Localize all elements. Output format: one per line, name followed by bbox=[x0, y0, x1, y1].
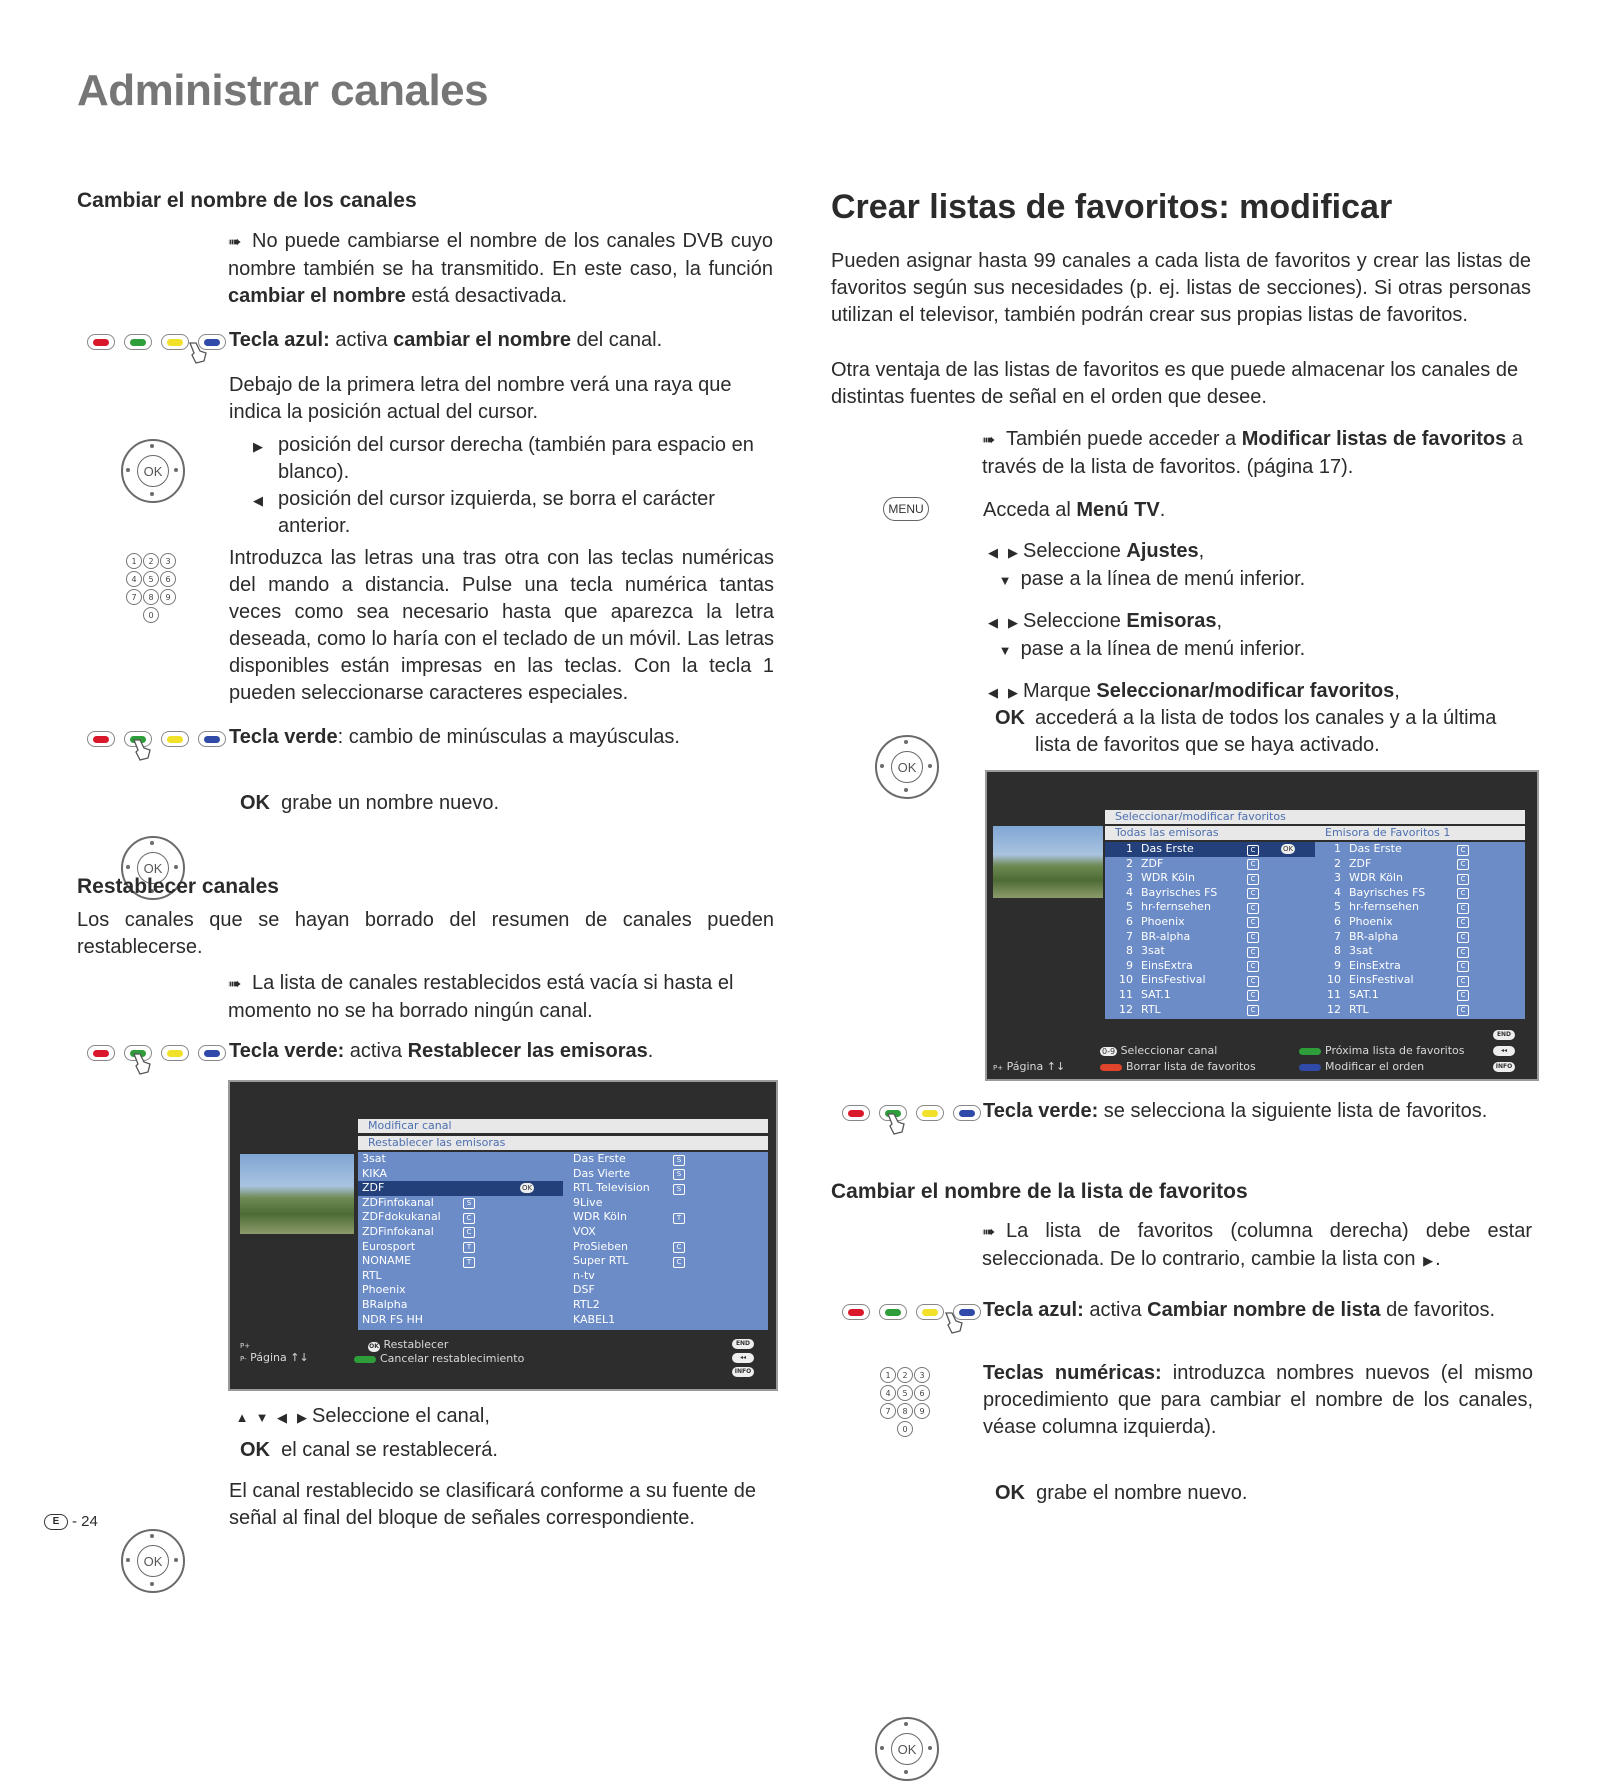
channel-name: RTL2 bbox=[573, 1297, 600, 1311]
numeric-keypad-icon: 1 2 3 4 5 6 7 8 9 0 bbox=[880, 1367, 929, 1437]
cursor-text: Debajo de la primera letra del nombre verá una raya que indica la posición actual del cursor. bbox=[229, 374, 732, 423]
cable-badge-icon: C bbox=[1247, 874, 1259, 885]
blue-key-text: Tecla azul: activa cambiar el nombre del canal. bbox=[229, 329, 663, 351]
channel-name: 9Live bbox=[573, 1195, 603, 1209]
channel-row[interactable] bbox=[573, 1298, 763, 1313]
signal-badge: C bbox=[463, 1227, 475, 1238]
channel-name: ZDFdokukanal bbox=[362, 1210, 441, 1224]
green-key-icon bbox=[879, 1304, 907, 1320]
favorite-row[interactable] bbox=[1315, 973, 1525, 988]
channel-name: DSF bbox=[573, 1283, 595, 1297]
channel-number: 8 bbox=[1126, 944, 1133, 958]
channel-number: 2 bbox=[1126, 856, 1133, 870]
blue-key-icon bbox=[953, 1105, 981, 1121]
channel-number: 10 bbox=[1119, 973, 1133, 987]
signal-badge: C bbox=[463, 1213, 475, 1224]
end-button-icon: END bbox=[1493, 1030, 1515, 1040]
tv-header-restore: Restablecer las emisoras bbox=[358, 1136, 768, 1150]
channel-name: ZDFinfokanal bbox=[362, 1195, 434, 1209]
pointing-hand-icon bbox=[130, 738, 152, 764]
step-mark-favorites: ◀ ▶ Marque Seleccionar/modificar favoritos, bbox=[983, 678, 1400, 706]
channel-name: Phoenix bbox=[1141, 914, 1185, 928]
channel-name: ZDF bbox=[362, 1181, 385, 1195]
right-triangle-icon: ▶ bbox=[1008, 545, 1018, 560]
numeric-keys-text: Teclas numéricas: introduzca nombres nuevos (el mismo procedimiento que para cambiar el nombre de los canales, véase columna izquierda). bbox=[983, 1362, 1533, 1438]
favorite-row[interactable] bbox=[1315, 930, 1525, 945]
channel-row[interactable] bbox=[1105, 959, 1315, 974]
signal-badge: C bbox=[673, 1257, 685, 1268]
down-triangle-icon: ▼ bbox=[255, 1410, 269, 1425]
rewind-button-icon: ◂◂ bbox=[1493, 1046, 1515, 1056]
pointing-hand-icon bbox=[186, 341, 208, 367]
pointing-hand-icon bbox=[942, 1311, 964, 1337]
tv-foot-restore: OK Restablecer bbox=[369, 1338, 449, 1351]
tv-preview-image bbox=[993, 826, 1103, 898]
channel-number: 10 bbox=[1327, 973, 1341, 987]
cable-badge-icon: C bbox=[1247, 888, 1259, 899]
channel-number: 12 bbox=[1327, 1002, 1341, 1016]
right-triangle-icon: ▶ bbox=[1008, 615, 1018, 630]
tv-restore-screen bbox=[228, 1080, 778, 1391]
channel-name: hr-fernsehen bbox=[1141, 900, 1211, 914]
channel-name: ZDF bbox=[1141, 856, 1164, 870]
right-triangle-icon: ▶ bbox=[1423, 1253, 1434, 1268]
note-arrow-icon: ➠ bbox=[982, 1224, 996, 1241]
channel-name: RTL Television bbox=[573, 1181, 650, 1195]
blue-key-icon bbox=[198, 1045, 226, 1061]
blue-pill-icon bbox=[1299, 1064, 1321, 1071]
channel-number: 7 bbox=[1334, 929, 1341, 943]
channel-row[interactable] bbox=[1105, 900, 1315, 915]
green-pill-icon bbox=[354, 1356, 376, 1363]
channel-row[interactable] bbox=[358, 1181, 563, 1196]
channel-row[interactable] bbox=[573, 1152, 763, 1167]
channel-number: 7 bbox=[1126, 929, 1133, 943]
note-arrow-icon: ➠ bbox=[982, 432, 996, 449]
red-key-icon bbox=[842, 1105, 870, 1121]
cable-badge-icon: C bbox=[1247, 1005, 1259, 1016]
digits-badge-icon: 0-9 bbox=[1102, 1047, 1116, 1056]
restore-final-text: El canal restablecido se clasificará conforme a su fuente de señal al final del bloque de señales correspondiente. bbox=[229, 1480, 756, 1529]
channel-name: Bayrisches FS bbox=[1349, 885, 1426, 899]
down-triangle-icon: ▼ bbox=[998, 573, 1012, 588]
channel-name: hr-fernsehen bbox=[1349, 900, 1419, 914]
channel-name: EinsFestival bbox=[1349, 973, 1414, 987]
favorites-intro-1: Pueden asignar hasta 99 canales a cada lista de favoritos y crear las listas de favoritos según sus necesidades (p. ej. listas de secciones). Si otras personas utilizan el televisor, también podrán crear sus propias listas de favoritos. bbox=[831, 250, 1531, 326]
channel-row[interactable] bbox=[573, 1225, 763, 1240]
cursor-left-step: ◀ posición del cursor izquierda, se borra el carácter anterior. bbox=[248, 486, 778, 514]
channel-row[interactable] bbox=[358, 1298, 563, 1313]
channel-row[interactable] bbox=[573, 1269, 763, 1284]
tv-foot-select: 0-9 Seleccionar canal bbox=[1102, 1044, 1218, 1057]
cable-badge-icon: C bbox=[1247, 932, 1259, 943]
tv-favorites-screen bbox=[985, 770, 1539, 1081]
color-keys bbox=[87, 731, 226, 747]
favorite-row[interactable] bbox=[1315, 886, 1525, 901]
tv-header-all-channels: Todas las emisoras bbox=[1105, 826, 1315, 840]
numeric-keypad-icon: 1 2 3 4 5 6 7 8 9 0 bbox=[126, 553, 175, 623]
channel-number: 5 bbox=[1334, 900, 1341, 914]
tv-page-label: P+ Página ↑↓ bbox=[993, 1060, 1066, 1073]
channel-name: Eurosport bbox=[362, 1239, 416, 1253]
signal-badge: S bbox=[673, 1184, 685, 1195]
channel-row[interactable] bbox=[358, 1225, 563, 1240]
page-number: - 24 bbox=[72, 1513, 98, 1530]
rewind-button-icon: ◂◂ bbox=[732, 1353, 754, 1363]
left-triangle-icon: ◀ bbox=[988, 685, 998, 700]
tv-all-channels-list bbox=[1105, 842, 1315, 1019]
channel-number: 9 bbox=[1126, 958, 1133, 972]
channel-name: Das Vierte bbox=[573, 1166, 631, 1180]
down-triangle-icon: ▼ bbox=[998, 643, 1012, 658]
channel-number: 6 bbox=[1334, 914, 1341, 928]
channel-number: 1 bbox=[1334, 842, 1341, 855]
ok-wheel-icon: OK bbox=[121, 836, 185, 900]
channel-name: Das Erste bbox=[1349, 842, 1402, 855]
digits-text: Introduzca las letras una tras otra con las teclas numéricas del mando a distancia. Pulse una tecla numérica tantas veces como sea necesario hasta que aparezca la letra deseada, como lo haría con el teclado de un móvil. Las letras disponibles están impresas en las teclas. Con la tecla 1 pueden seleccionarse caracteres especiales. bbox=[229, 547, 774, 704]
channel-name: RTL bbox=[362, 1268, 382, 1282]
cable-badge-icon: C bbox=[1247, 961, 1259, 972]
tv-page-label: P+ P- Página ↑↓ bbox=[240, 1342, 309, 1364]
rename-heading: Cambiar el nombre de los canales bbox=[77, 189, 417, 212]
green-key-icon bbox=[124, 334, 152, 350]
page-title: Administrar canales bbox=[77, 66, 489, 115]
end-button-icon: END bbox=[732, 1339, 754, 1349]
tv-foot-order: Modificar el orden bbox=[1299, 1060, 1424, 1073]
cable-badge-icon: C bbox=[1457, 859, 1469, 870]
favorite-row[interactable] bbox=[1315, 959, 1525, 974]
channel-name: SAT.1 bbox=[1349, 987, 1379, 1001]
channel-name: KABEL1 bbox=[573, 1312, 616, 1326]
cable-badge-icon: C bbox=[1457, 990, 1469, 1001]
yellow-key-icon bbox=[161, 334, 189, 350]
channel-number: 8 bbox=[1334, 944, 1341, 958]
restore-note: ➠ La lista de canales restablecidos está vacía si hasta el momento no se ha borrado ningún canal. bbox=[228, 972, 734, 1022]
channel-row[interactable] bbox=[358, 1283, 563, 1298]
ok-save-text: OK grabe un nombre nuevo. bbox=[240, 792, 500, 814]
rename-note: ➠ No puede cambiarse el nombre de los canales DVB cuyo nombre también se ha transmitido. En este caso, la función cambiar el nombre está desactivada. bbox=[228, 230, 773, 307]
tv-foot-cancel: Cancelar restablecimiento bbox=[354, 1352, 524, 1365]
channel-row[interactable] bbox=[1105, 930, 1315, 945]
favorite-row[interactable] bbox=[1315, 944, 1525, 959]
yellow-key-icon bbox=[916, 1304, 944, 1320]
channel-name: 3sat bbox=[1141, 944, 1165, 958]
restore-ok-text: OK el canal se restablecerá. bbox=[240, 1439, 498, 1461]
channel-row[interactable] bbox=[358, 1313, 563, 1328]
right-triangle-icon: ▶ bbox=[297, 1410, 307, 1425]
cable-badge-icon: C bbox=[1247, 976, 1259, 987]
restore-heading: Restablecer canales bbox=[77, 875, 279, 898]
channel-name: BRalpha bbox=[362, 1297, 408, 1311]
cable-badge-icon: C bbox=[1457, 947, 1469, 958]
cable-badge-icon: C bbox=[1247, 859, 1259, 870]
channel-name: RTL bbox=[1141, 1002, 1161, 1016]
channel-name: ProSieben bbox=[573, 1239, 628, 1253]
ok-badge-icon: OK bbox=[369, 1343, 379, 1350]
cable-badge-icon: C bbox=[1457, 917, 1469, 928]
channel-name: BR-alpha bbox=[1349, 929, 1399, 943]
yellow-key-icon bbox=[916, 1105, 944, 1121]
channel-row[interactable] bbox=[573, 1313, 763, 1328]
ok-wheel-icon: OK bbox=[121, 1529, 185, 1593]
channel-row[interactable] bbox=[1105, 944, 1315, 959]
select-channel-step: ▲ ▼ ◀ ▶ Seleccione el canal, bbox=[232, 1403, 490, 1431]
red-key-icon bbox=[842, 1304, 870, 1320]
up-triangle-icon: ▲ bbox=[235, 1410, 249, 1425]
channel-number: 11 bbox=[1119, 987, 1133, 1001]
channel-name: 3sat bbox=[362, 1152, 386, 1165]
channel-name: RTL bbox=[1349, 1002, 1369, 1016]
channel-name: n-tv bbox=[573, 1268, 595, 1282]
channel-number: 1 bbox=[1126, 842, 1133, 855]
favorites-heading: Crear listas de favoritos: modificar bbox=[831, 188, 1393, 226]
restore-green-text: Tecla verde: activa Restablecer las emisoras. bbox=[229, 1040, 654, 1062]
channel-row[interactable] bbox=[1105, 857, 1315, 872]
channel-row[interactable] bbox=[358, 1269, 563, 1284]
favorite-row[interactable] bbox=[1315, 1003, 1525, 1018]
channel-name: ZDFinfokanal bbox=[362, 1224, 434, 1238]
channel-number: 6 bbox=[1126, 914, 1133, 928]
channel-number: 2 bbox=[1334, 856, 1341, 870]
tv-foot-delete: Borrar lista de favoritos bbox=[1100, 1060, 1256, 1073]
step-ajustes: ◀ ▶ Seleccione Ajustes, bbox=[983, 538, 1204, 566]
pointing-hand-icon bbox=[130, 1052, 152, 1078]
red-pill-icon bbox=[1100, 1064, 1122, 1071]
cable-badge-icon: C bbox=[1457, 888, 1469, 899]
cable-badge-icon: C bbox=[1247, 845, 1259, 856]
rename-list-heading: Cambiar el nombre de la lista de favoritos bbox=[831, 1180, 1248, 1203]
tv-header-favorites: Seleccionar/modificar favoritos bbox=[1105, 810, 1525, 824]
left-triangle-icon: ◀ bbox=[988, 615, 998, 630]
ok-badge-icon: OK bbox=[522, 1184, 533, 1193]
channel-number: 11 bbox=[1327, 987, 1341, 1001]
favorite-row[interactable] bbox=[1315, 857, 1525, 872]
channel-name: EinsFestival bbox=[1141, 973, 1206, 987]
menu-step: Acceda al Menú TV. bbox=[983, 499, 1166, 521]
channel-name: ZDF bbox=[1349, 856, 1372, 870]
signal-badge: C bbox=[673, 1242, 685, 1253]
channel-name: Phoenix bbox=[362, 1283, 406, 1297]
channel-name: WDR Köln bbox=[1141, 871, 1195, 885]
channel-name: SAT.1 bbox=[1141, 987, 1171, 1001]
step-emisoras: ◀ ▶ Seleccione Emisoras, bbox=[983, 608, 1222, 636]
step-ok-enter: OK accederá a la lista de todos los canales y a la última lista de favoritos que se haya activado. bbox=[995, 707, 1497, 756]
ok-badge-icon: OK bbox=[1283, 845, 1294, 853]
cable-badge-icon: C bbox=[1457, 1005, 1469, 1016]
pointing-hand-icon bbox=[884, 1112, 906, 1138]
tv-fav-channels-list bbox=[1315, 842, 1525, 1019]
yellow-key-icon bbox=[161, 731, 189, 747]
favorite-row[interactable] bbox=[1315, 842, 1525, 857]
rename-list-blue-text: Tecla azul: activa Cambiar nombre de lista de favoritos. bbox=[983, 1299, 1496, 1321]
red-key-icon bbox=[87, 334, 115, 350]
channel-number: 3 bbox=[1334, 871, 1341, 885]
cable-badge-icon: C bbox=[1457, 874, 1469, 885]
left-triangle-icon: ◀ bbox=[988, 545, 998, 560]
cable-badge-icon: C bbox=[1457, 845, 1469, 856]
rename-list-ok-text: OK grabe el nombre nuevo. bbox=[995, 1482, 1248, 1504]
channel-name: KIKA bbox=[362, 1166, 388, 1180]
channel-name: NONAME bbox=[362, 1254, 412, 1268]
channel-row[interactable] bbox=[358, 1240, 563, 1255]
color-keys bbox=[842, 1105, 981, 1121]
channel-row[interactable] bbox=[1105, 871, 1315, 886]
favorites-green-text: Tecla verde: se selecciona la siguiente lista de favoritos. bbox=[983, 1100, 1488, 1122]
favorites-intro-2: Otra ventaja de las listas de favoritos es que puede almacenar los canales de distintas fuentes de señal en el orden que desee. bbox=[831, 359, 1519, 408]
channel-number: 4 bbox=[1334, 885, 1341, 899]
channel-row[interactable] bbox=[573, 1210, 763, 1225]
channel-name: 3sat bbox=[1349, 944, 1373, 958]
tv-header-fav-list: Emisora de Favoritos 1 bbox=[1315, 826, 1525, 840]
channel-row[interactable] bbox=[573, 1254, 763, 1269]
right-triangle-icon: ▶ bbox=[1008, 685, 1018, 700]
cable-badge-icon: C bbox=[1457, 932, 1469, 943]
ok-wheel-icon: OK bbox=[121, 439, 185, 503]
channel-row[interactable] bbox=[358, 1254, 563, 1269]
left-triangle-icon: ◀ bbox=[253, 493, 263, 508]
cable-badge-icon: C bbox=[1457, 903, 1469, 914]
channel-name: WDR Köln bbox=[1349, 871, 1403, 885]
step-down-1: ▼ pase a la línea de menú inferior. bbox=[995, 566, 1305, 594]
cable-badge-icon: C bbox=[1247, 903, 1259, 914]
green-pill-icon bbox=[1299, 1048, 1321, 1055]
channel-name: Phoenix bbox=[1349, 914, 1393, 928]
channel-row[interactable] bbox=[1105, 988, 1315, 1003]
ok-wheel-icon: OK bbox=[875, 1717, 939, 1781]
signal-badge: S bbox=[673, 1155, 685, 1166]
red-key-icon bbox=[87, 731, 115, 747]
tv-header-modify: Modificar canal bbox=[358, 1119, 768, 1133]
signal-badge: T bbox=[463, 1257, 475, 1268]
cursor-right-step: ▶ posición del cursor derecha (también para espacio en blanco). bbox=[248, 432, 778, 460]
channel-number: 3 bbox=[1126, 871, 1133, 885]
step-down-2: ▼ pase a la línea de menú inferior. bbox=[995, 636, 1305, 664]
language-badge: E bbox=[44, 1514, 68, 1530]
channel-name: NDR FS HH bbox=[362, 1312, 423, 1326]
note-arrow-icon: ➠ bbox=[228, 234, 242, 251]
channel-name: VOX bbox=[573, 1224, 596, 1238]
channel-name: Bayrisches FS bbox=[1141, 885, 1218, 899]
favorite-row[interactable] bbox=[1315, 988, 1525, 1003]
info-button-icon: INFO bbox=[1493, 1062, 1515, 1072]
channel-name: EinsExtra bbox=[1349, 958, 1401, 972]
channel-name: Das Erste bbox=[573, 1152, 626, 1165]
channel-row[interactable] bbox=[573, 1283, 763, 1298]
tv-preview-image bbox=[240, 1154, 354, 1234]
signal-badge: T bbox=[463, 1242, 475, 1253]
cable-badge-icon: C bbox=[1247, 917, 1259, 928]
note-arrow-icon: ➠ bbox=[228, 976, 242, 993]
channel-name: Das Erste bbox=[1141, 842, 1194, 855]
channel-number: 4 bbox=[1126, 885, 1133, 899]
channel-row[interactable] bbox=[358, 1196, 563, 1211]
left-triangle-icon: ◀ bbox=[277, 1410, 287, 1425]
color-keys bbox=[87, 1045, 226, 1061]
channel-row[interactable] bbox=[573, 1167, 763, 1182]
channel-name: EinsExtra bbox=[1141, 958, 1193, 972]
cable-badge-icon: C bbox=[1457, 976, 1469, 987]
channel-row[interactable] bbox=[1105, 842, 1315, 857]
channel-row[interactable] bbox=[1105, 886, 1315, 901]
cable-badge-icon: C bbox=[1247, 990, 1259, 1001]
channel-number: 5 bbox=[1126, 900, 1133, 914]
channel-row[interactable] bbox=[358, 1167, 563, 1182]
favorite-row[interactable] bbox=[1315, 900, 1525, 915]
signal-badge: S bbox=[463, 1198, 475, 1209]
channel-number: 12 bbox=[1119, 1002, 1133, 1016]
channel-row[interactable] bbox=[573, 1240, 763, 1255]
page-footer bbox=[44, 1513, 98, 1530]
cable-badge-icon: C bbox=[1247, 947, 1259, 958]
favorite-row[interactable] bbox=[1315, 871, 1525, 886]
channel-name: Super RTL bbox=[573, 1254, 629, 1268]
channel-row[interactable] bbox=[358, 1152, 563, 1167]
right-triangle-icon: ▶ bbox=[253, 439, 263, 454]
ok-wheel-icon: OK bbox=[875, 735, 939, 799]
tv-foot-next: Próxima lista de favoritos bbox=[1299, 1044, 1464, 1057]
favorite-row[interactable] bbox=[1315, 915, 1525, 930]
restore-intro: Los canales que se hayan borrado del resumen de canales pueden restablecerse. bbox=[77, 909, 774, 958]
red-key-icon bbox=[87, 1045, 115, 1061]
channel-row[interactable] bbox=[1105, 1003, 1315, 1018]
menu-button-icon: MENU bbox=[883, 497, 929, 521]
signal-badge: T bbox=[673, 1213, 685, 1224]
channel-name: BR-alpha bbox=[1141, 929, 1191, 943]
channel-row[interactable] bbox=[358, 1210, 563, 1225]
tv-channel-list bbox=[358, 1152, 768, 1330]
green-key-text: Tecla verde: cambio de minúsculas a mayúsculas. bbox=[229, 726, 680, 748]
channel-row[interactable] bbox=[573, 1196, 763, 1211]
info-button-icon: INFO bbox=[732, 1367, 754, 1377]
blue-key-icon bbox=[198, 731, 226, 747]
channel-row[interactable] bbox=[1105, 915, 1315, 930]
signal-badge: S bbox=[673, 1169, 685, 1180]
cable-badge-icon: C bbox=[1457, 961, 1469, 972]
channel-name: WDR Köln bbox=[573, 1210, 627, 1224]
yellow-key-icon bbox=[161, 1045, 189, 1061]
channel-number: 9 bbox=[1334, 958, 1341, 972]
favorites-note: ➠ También puede acceder a Modificar listas de favoritos a través de la lista de favoritos. (página 17). bbox=[982, 428, 1523, 478]
channel-row[interactable] bbox=[1105, 973, 1315, 988]
rename-list-note: ➠ La lista de favoritos (columna derecha) debe estar seleccionada. De lo contrario, cambie la lista con ▶ . bbox=[982, 1218, 1532, 1274]
channel-row[interactable] bbox=[573, 1181, 763, 1196]
